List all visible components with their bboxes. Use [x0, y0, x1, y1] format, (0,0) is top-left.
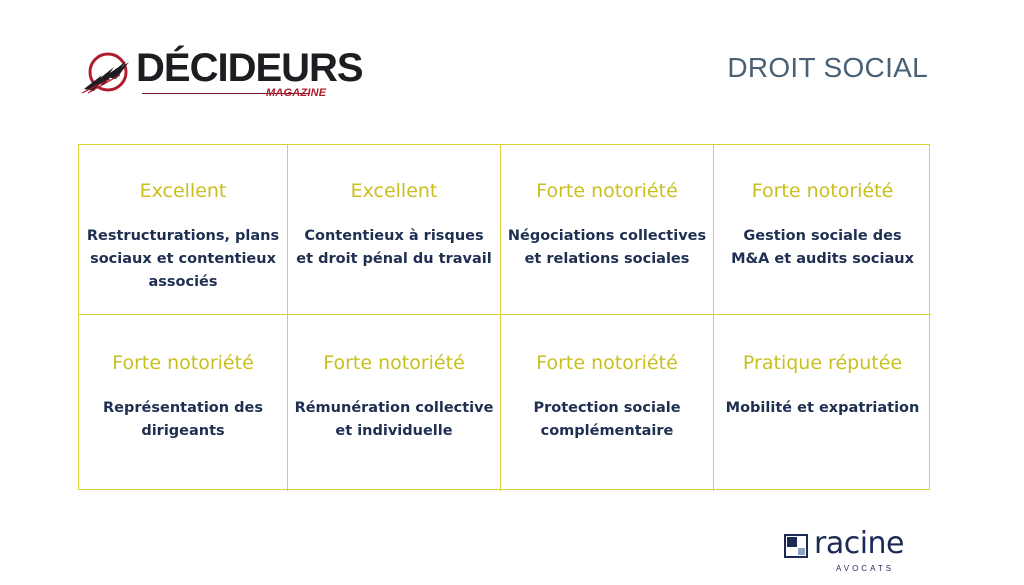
practice-line: Négociations collectives	[507, 228, 707, 244]
racine-subtitle: AVOCATS	[836, 564, 895, 573]
ranking-level: Excellent	[350, 180, 438, 202]
racine-wordmark: racine	[814, 526, 905, 561]
ranking-cell	[288, 315, 501, 491]
racine-square-icon	[784, 534, 808, 558]
practice-area	[83, 225, 283, 294]
rankings-grid	[78, 144, 930, 490]
practice-area	[291, 397, 498, 443]
practice-line: Restructurations, plans	[86, 228, 280, 244]
practice-area	[99, 397, 267, 443]
practice-line: Protection sociale	[533, 400, 681, 416]
practice-line: Rémunération collective	[294, 400, 494, 416]
practice-line: sociaux et contentieux	[90, 251, 276, 267]
practice-line: Mobilité et expatriation	[725, 400, 920, 416]
page-title: DROIT SOCIAL	[727, 52, 928, 83]
ranking-level: Pratique réputée	[742, 352, 903, 374]
practice-line: associés	[148, 274, 218, 290]
practice-line: et relations sociales	[524, 251, 690, 267]
practice-line: et individuelle	[335, 423, 453, 439]
practice-line: Gestion sociale des	[743, 228, 902, 244]
practice-area	[529, 397, 684, 443]
ranking-level: Forte notoriété	[536, 352, 678, 374]
jets-circle-icon	[80, 49, 138, 95]
practice-line: complémentaire	[540, 423, 674, 439]
practice-line: Contentieux à risques	[304, 228, 484, 244]
ranking-cell	[288, 145, 501, 315]
ranking-level: Excellent	[139, 180, 227, 202]
ranking-cell	[714, 315, 931, 491]
ranking-level: Forte notoriété	[536, 180, 678, 202]
ranking-level: Forte notoriété	[323, 352, 465, 374]
practice-line: et droit pénal du travail	[296, 251, 492, 267]
practice-area	[292, 225, 495, 271]
practice-line: Représentation des	[103, 400, 263, 416]
practice-line: dirigeants	[141, 423, 225, 439]
practice-line: M&A et audits sociaux	[731, 251, 914, 267]
ranking-cell	[501, 315, 714, 491]
ranking-cell	[501, 145, 714, 315]
decideurs-subtitle: MAGAZINE	[266, 87, 327, 99]
practice-area	[722, 397, 924, 420]
racine-logo	[782, 528, 932, 576]
decideurs-logo	[80, 45, 363, 105]
practice-area	[727, 225, 918, 271]
ranking-cell	[79, 315, 288, 491]
ranking-cell	[714, 145, 931, 315]
practice-area	[504, 225, 710, 271]
ranking-level: Forte notoriété	[112, 352, 254, 374]
ranking-level: Forte notoriété	[751, 180, 894, 202]
ranking-cell	[79, 145, 288, 315]
decideurs-wordmark: DÉCIDEURS	[136, 46, 363, 90]
